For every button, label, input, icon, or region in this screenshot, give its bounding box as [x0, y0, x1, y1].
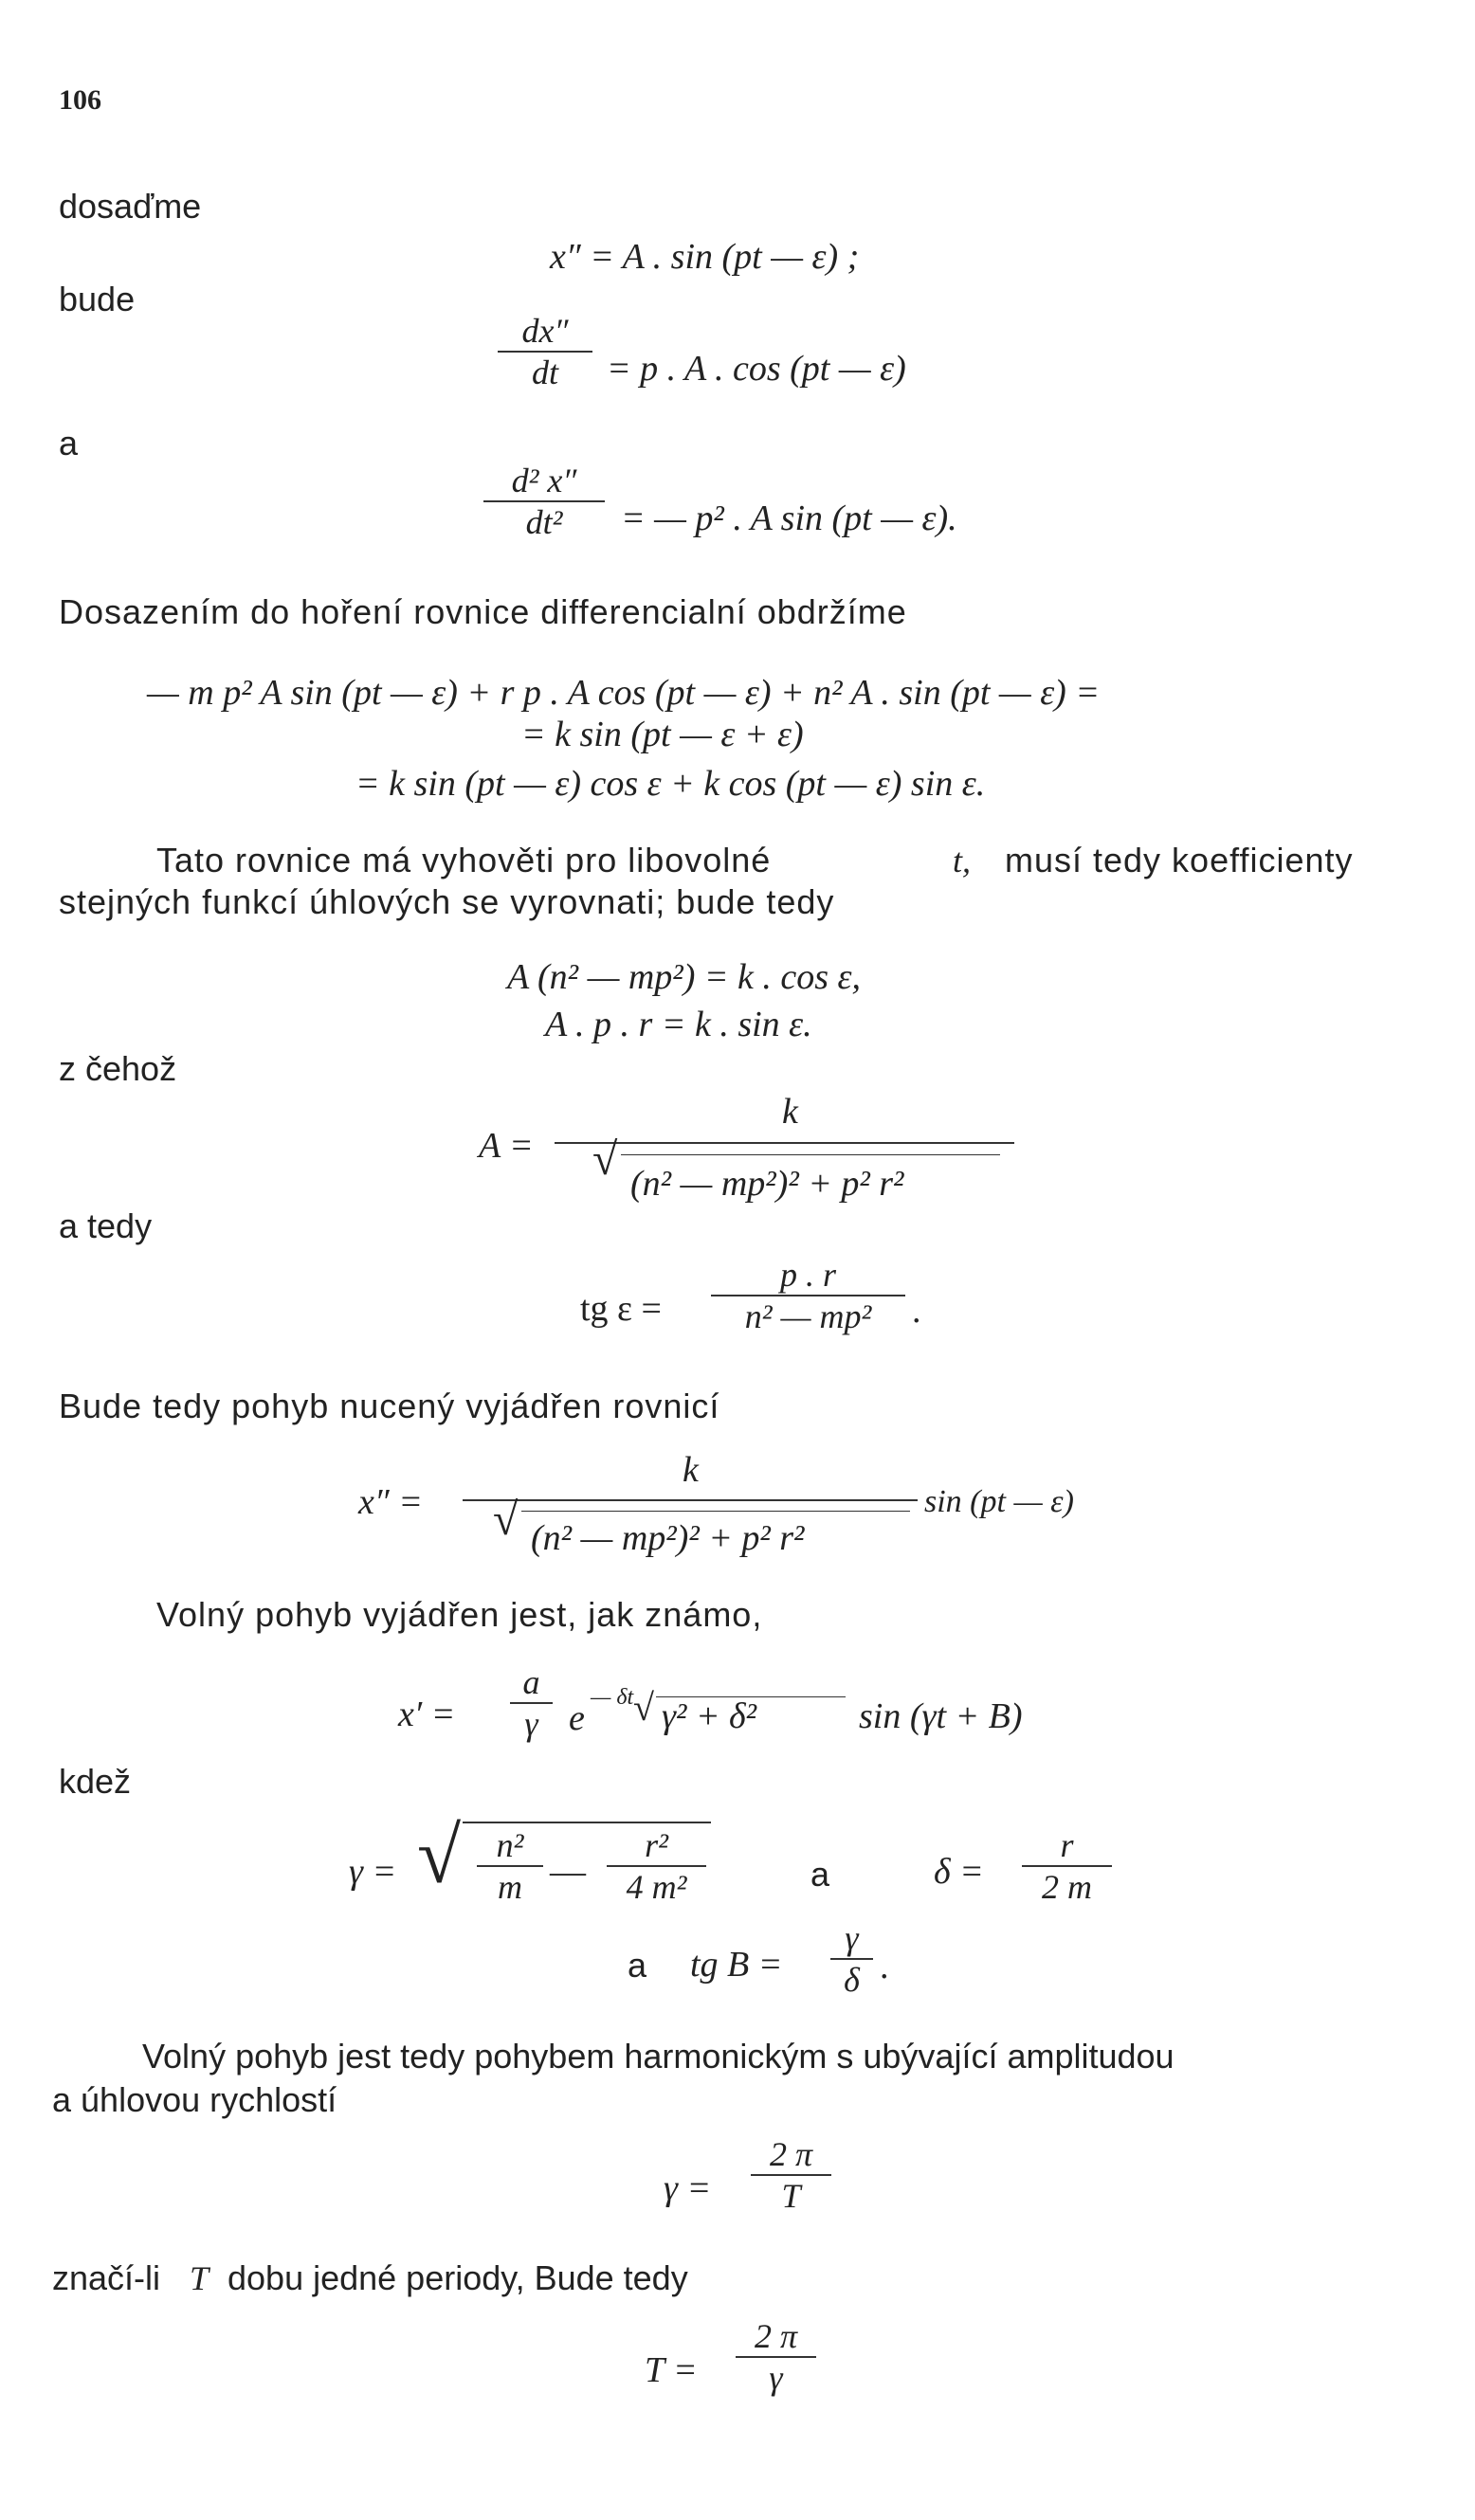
equation-2-rhs: = p . A . cos (pt — ε) [607, 349, 906, 389]
equation-11-lhs: δ = [934, 1852, 984, 1892]
paragraph-dosazenim: Dosazením do hoření rovnice differencialní obdržíme [59, 592, 907, 631]
equation-14-fraction [736, 2316, 816, 2398]
paragraph-tato-line-1b: musí tedy koefficienty [1005, 841, 1354, 879]
equation-8-rhs: sin (pt — ε) [924, 1484, 1074, 1519]
word-a-tedy: a tedy [59, 1206, 153, 1245]
equation-13-numerator: 2 π [769, 2135, 813, 2173]
equation-10-f2-numerator: r² [645, 1826, 668, 1864]
equation-1: x″ = A . sin (pt — ε) ; [550, 237, 860, 277]
square-root-icon: √ [633, 1686, 654, 1729]
paragraph-volny-harmonic-line-2: a úhlovou rychlostí [52, 2080, 337, 2119]
equation-11-fraction [1022, 1825, 1112, 1907]
equation-2-numerator: dx″ [521, 312, 569, 350]
equation-8-lhs: x″ = [358, 1482, 423, 1522]
paragraph-volny-pohyb: Volný pohyb vyjádřen jest, jak známo, [156, 1595, 763, 1634]
equation-10-f1-numerator: n² [496, 1826, 524, 1864]
equation-5-line-2: A . p . r = k . sin ε. [545, 1005, 812, 1044]
square-root-icon: √ [592, 1134, 618, 1185]
equation-14-numerator: 2 π [754, 2317, 798, 2355]
paragraph-znaci-li-T: T [190, 2259, 209, 2297]
equation-9-exponential: e [569, 1698, 585, 1738]
word-a-tg: a [628, 1946, 647, 1985]
square-root-icon: √ [417, 1812, 462, 1900]
equation-7-lhs: tg ε = [580, 1289, 662, 1329]
equation-2-denominator: dt [531, 354, 558, 391]
equation-3-fraction [483, 461, 605, 542]
equation-7-denominator: n² — mp² [744, 1297, 872, 1335]
page-number: 106 [59, 84, 101, 116]
equation-9-denominator: γ [524, 1705, 538, 1743]
equation-9-numerator: a [522, 1663, 540, 1701]
equation-9-radicand: γ² + δ² [662, 1696, 757, 1736]
equation-13-lhs: γ = [664, 2168, 712, 2208]
equation-7-period: . [912, 1291, 921, 1331]
equation-12-period: . [880, 1947, 889, 1986]
equation-14-lhs: T = [645, 2350, 698, 2390]
equation-3-denominator: dt² [525, 503, 563, 541]
equation-8-numerator: k [683, 1450, 699, 1490]
word-bude: bude [59, 280, 136, 318]
radical-vinculum [621, 1154, 1000, 1155]
equation-3-numerator: d² x″ [511, 462, 577, 499]
word-kdez: kdež [59, 1762, 132, 1801]
equation-14-denominator: γ [769, 2359, 783, 2397]
equation-8-denominator: (n² — mp²)² + p² r² [531, 1518, 805, 1558]
equation-7-numerator: p . r [779, 1256, 836, 1294]
paragraph-znaci-li-b: dobu jedné periody, Bude tedy [228, 2258, 688, 2297]
equation-11-denominator: 2 m [1042, 1868, 1092, 1906]
equation-5-line-1: A (n² — mp²) = k . cos ε, [507, 957, 861, 997]
radical-vinculum [521, 1511, 910, 1512]
equation-4-line-2: = k sin (pt — ε + ε) [521, 715, 804, 754]
paragraph-tato-line-1a: Tato rovnice má vyhověti pro libovolné [156, 841, 772, 879]
paragraph-bude-tedy-pohyb: Bude tedy pohyb nucený vyjádřen rovnicí [59, 1387, 720, 1425]
paragraph-volny-harmonic-line-1: Volný pohyb jest tedy pohybem harmonickým s ubývající amplitudou [142, 2037, 1175, 2076]
equation-13-fraction [751, 2134, 831, 2216]
equation-4-line-1: — m p² A sin (pt — ε) + r p . A cos (pt — ε) + n² A . sin (pt — ε) = [147, 673, 1100, 713]
equation-6-denominator: (n² — mp²)² + p² r² [630, 1164, 904, 1204]
equation-13-denominator: T [781, 2177, 801, 2215]
equation-6-lhs: A = [479, 1126, 534, 1166]
equation-9-lhs: x′ = [398, 1695, 456, 1734]
equation-12-denominator: δ [844, 1961, 860, 1999]
equation-9-rhs: sin (γt + B) [859, 1696, 1023, 1736]
equation-9-fraction [510, 1662, 553, 1744]
equation-2-fraction [498, 311, 592, 392]
equation-6-numerator: k [782, 1092, 798, 1132]
equation-10-f1-denominator: m [498, 1868, 522, 1906]
paragraph-tato-line-2: stejných funkcí úhlových se vyrovnati; bude tedy [59, 882, 835, 921]
equation-7-fraction [711, 1255, 905, 1336]
equation-12-numerator: γ [845, 1919, 859, 1957]
radical-vinculum [463, 1822, 711, 1823]
equation-12-fraction [830, 1918, 873, 2000]
equation-3-rhs: = — p² . A sin (pt — ε). [621, 499, 957, 538]
equation-12-lhs: tg B = [690, 1945, 783, 1985]
equation-8-fraction-bar [463, 1499, 918, 1501]
word-a-1: a [59, 424, 79, 462]
equation-10-minus: — [550, 1852, 586, 1892]
word-dosadme: dosaďme [59, 187, 202, 226]
equation-10-lhs: γ = [349, 1852, 397, 1892]
word-z-cehoz: z čehož [59, 1049, 177, 1088]
square-root-icon: √ [493, 1495, 519, 1545]
paragraph-znaci-li-a: značí-li [52, 2258, 161, 2297]
equation-10-fraction-1 [477, 1825, 543, 1907]
equation-4-line-3: = k sin (pt — ε) cos ε + k cos (pt — ε) sin ε. [355, 764, 986, 804]
word-a-middle: a [810, 1855, 830, 1894]
equation-10-fraction-2 [607, 1825, 706, 1907]
paragraph-tato-t: t, [953, 842, 972, 879]
equation-11-numerator: r [1060, 1826, 1074, 1864]
equation-10-f2-denominator: 4 m² [626, 1868, 687, 1906]
equation-6-fraction-bar [555, 1142, 1014, 1144]
equation-9-exponent: — δt [591, 1685, 634, 1710]
